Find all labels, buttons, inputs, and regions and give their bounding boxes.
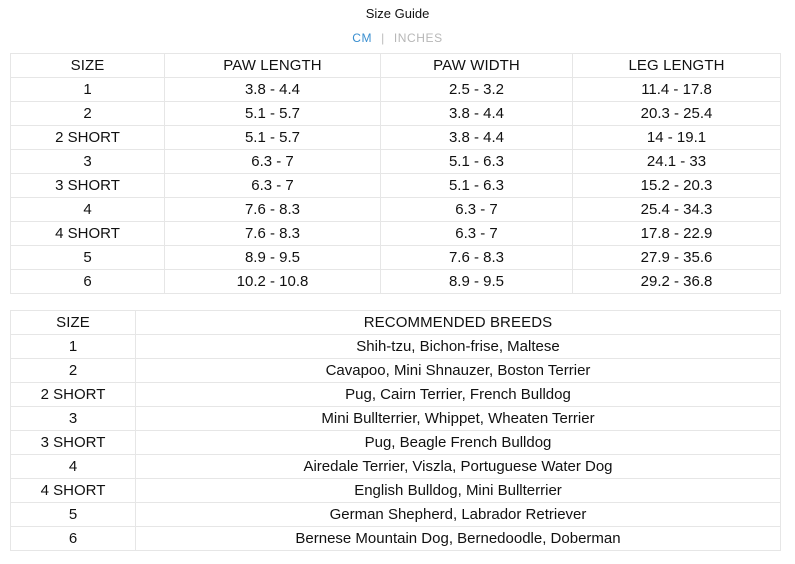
leg-length-cell: 20.3 - 25.4	[573, 102, 781, 126]
breeds-cell: German Shepherd, Labrador Retriever	[136, 503, 781, 527]
table-row	[11, 455, 781, 479]
leg-length-cell: 27.9 - 35.6	[573, 246, 781, 270]
paw-width-cell: 6.3 - 7	[381, 222, 573, 246]
table-row	[11, 246, 781, 270]
size-cell: 2	[11, 359, 136, 383]
paw-width-cell: 6.3 - 7	[381, 198, 573, 222]
paw-length-cell: 7.6 - 8.3	[165, 222, 381, 246]
leg-length-cell: 14 - 19.1	[573, 126, 781, 150]
paw-width-cell: 3.8 - 4.4	[381, 126, 573, 150]
paw-length-cell: 5.1 - 5.7	[165, 126, 381, 150]
size-cell: 1	[11, 335, 136, 359]
breeds-cell: Mini Bullterrier, Whippet, Wheaten Terrier	[136, 407, 781, 431]
size-cell: 3	[11, 150, 165, 174]
table-row	[11, 431, 781, 455]
size-cell: 6	[11, 527, 136, 551]
size-measurements-table	[10, 53, 781, 294]
table-row	[11, 78, 781, 102]
header-leg-length: LEG LENGTH	[573, 54, 781, 78]
size-cell: 2 SHORT	[11, 126, 165, 150]
size-cell: 4 SHORT	[11, 479, 136, 503]
table-row	[11, 102, 781, 126]
paw-length-cell: 6.3 - 7	[165, 150, 381, 174]
unit-separator: |	[381, 31, 385, 45]
size-cell: 4	[11, 198, 165, 222]
size-cell: 3	[11, 407, 136, 431]
table-row	[11, 407, 781, 431]
paw-width-cell: 8.9 - 9.5	[381, 270, 573, 294]
size-table-header-row	[11, 54, 781, 78]
page-title: Size Guide	[365, 6, 430, 21]
table-row	[11, 479, 781, 503]
table-row	[11, 503, 781, 527]
leg-length-cell: 15.2 - 20.3	[573, 174, 781, 198]
table-row	[11, 198, 781, 222]
leg-length-cell: 24.1 - 33	[573, 150, 781, 174]
breeds-cell: Pug, Beagle French Bulldog	[136, 431, 781, 455]
paw-width-cell: 7.6 - 8.3	[381, 246, 573, 270]
breeds-cell: Cavapoo, Mini Shnauzer, Boston Terrier	[136, 359, 781, 383]
header-recommended-breeds: RECOMMENDED BREEDS	[136, 311, 781, 335]
size-cell: 4 SHORT	[11, 222, 165, 246]
paw-length-cell: 8.9 - 9.5	[165, 246, 381, 270]
header-size: SIZE	[11, 311, 136, 335]
leg-length-cell: 11.4 - 17.8	[573, 78, 781, 102]
header-paw-width: PAW WIDTH	[381, 54, 573, 78]
size-cell: 3 SHORT	[11, 431, 136, 455]
size-cell: 3 SHORT	[11, 174, 165, 198]
unit-cm-tab[interactable]: CM	[352, 31, 373, 45]
unit-toggle	[0, 30, 795, 46]
leg-length-cell: 29.2 - 36.8	[573, 270, 781, 294]
recommended-breeds-table	[10, 310, 781, 551]
size-cell: 6	[11, 270, 165, 294]
table-row	[11, 150, 781, 174]
paw-length-cell: 5.1 - 5.7	[165, 102, 381, 126]
breeds-cell: Bernese Mountain Dog, Bernedoodle, Doberman	[136, 527, 781, 551]
size-cell: 5	[11, 246, 165, 270]
size-cell: 5	[11, 503, 136, 527]
leg-length-cell: 25.4 - 34.3	[573, 198, 781, 222]
breeds-cell: Shih-tzu, Bichon-frise, Maltese	[136, 335, 781, 359]
unit-inches-tab[interactable]: INCHES	[393, 31, 443, 45]
header-paw-length: PAW LENGTH	[165, 54, 381, 78]
paw-width-cell: 3.8 - 4.4	[381, 102, 573, 126]
table-row	[11, 383, 781, 407]
breeds-cell: English Bulldog, Mini Bullterrier	[136, 479, 781, 503]
breeds-cell: Airedale Terrier, Viszla, Portuguese Water Dog	[136, 455, 781, 479]
size-cell: 2	[11, 102, 165, 126]
size-cell: 4	[11, 455, 136, 479]
table-row	[11, 359, 781, 383]
paw-length-cell: 10.2 - 10.8	[165, 270, 381, 294]
paw-length-cell: 7.6 - 8.3	[165, 198, 381, 222]
breed-table-header-row	[11, 311, 781, 335]
paw-length-cell: 6.3 - 7	[165, 174, 381, 198]
table-row	[11, 222, 781, 246]
table-row	[11, 126, 781, 150]
paw-width-cell: 2.5 - 3.2	[381, 78, 573, 102]
paw-width-cell: 5.1 - 6.3	[381, 150, 573, 174]
paw-length-cell: 3.8 - 4.4	[165, 78, 381, 102]
table-row	[11, 174, 781, 198]
size-cell: 1	[11, 78, 165, 102]
leg-length-cell: 17.8 - 22.9	[573, 222, 781, 246]
table-row	[11, 527, 781, 551]
paw-width-cell: 5.1 - 6.3	[381, 174, 573, 198]
breeds-cell: Pug, Cairn Terrier, French Bulldog	[136, 383, 781, 407]
table-row	[11, 270, 781, 294]
size-cell: 2 SHORT	[11, 383, 136, 407]
table-row	[11, 335, 781, 359]
header-size: SIZE	[11, 54, 165, 78]
